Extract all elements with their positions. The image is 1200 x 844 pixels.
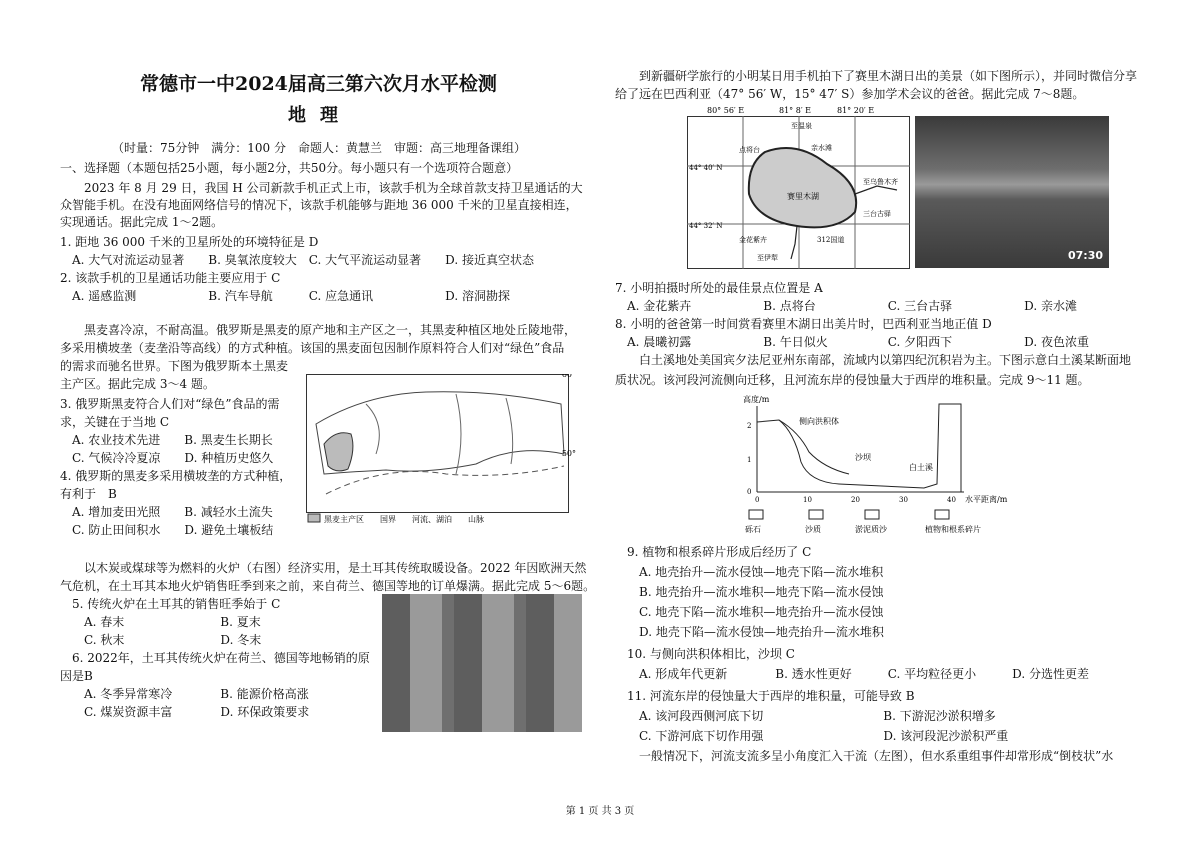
text-line: 众智能手机。在没有地面网络信号的情况下，该款手机能够与距地 36 000 千米的卫星直接相连， (60, 198, 578, 212)
question-9: 9. 植物和根系碎片形成后经历了 C (615, 545, 812, 559)
sandbar-label: 沙坝 (855, 453, 871, 462)
options-6b: C. 煤炭资源丰富 D. 环保政策要求 (60, 705, 310, 719)
stream-label: 白土溪 (909, 463, 933, 472)
question-4-cont: 有利于 B (60, 487, 117, 501)
options-3a: A. 农业技术先进 B. 黑麦生长期长 (60, 433, 273, 447)
question-5: 5. 传统火炉在土耳其的销售旺季始于 C (60, 597, 281, 611)
question-3: 3. 俄罗斯黑麦符合人们对“绿色”食品的需 (60, 397, 280, 411)
xtick: 0 (755, 496, 760, 504)
xtick: 40 (947, 496, 956, 504)
option-9a: A. 地壳抬升—流水侵蚀—地壳下陷—流水堆积 (615, 565, 884, 579)
question-8: 8. 小明的爸爸第一时间赏看赛里木湖日出美片时，巴西利亚当地正值 D (615, 317, 992, 331)
question-3-cont: 求，关键在于当地 C (60, 415, 169, 429)
map-legend: 黑麦主产区 国界 河流、湖泊 山脉 (324, 515, 484, 524)
text-line: 多采用横坡垄（麦垄沿等高线）的方式种植。该国的黑麦面包因制作原料符合人们对“绿色”食品 (60, 341, 565, 355)
options-5b: C. 秋末 D. 冬末 (60, 633, 262, 647)
question-1: 1. 距地 36 000 千米的卫星所处的环境特征是 D (60, 235, 319, 249)
xtick: 20 (851, 496, 860, 504)
place-label: 亲水滩 (811, 144, 832, 152)
question-6-cont: 因是B (60, 669, 93, 683)
stove-photo (382, 594, 582, 732)
lon-label: 81° 20′ E (837, 106, 875, 115)
text-line: 一般情况下，河流支流多呈小角度汇入干流（左图），但水系重组事件却常形成“倒枝状”水 (615, 749, 1114, 763)
sunrise-photo (915, 116, 1109, 268)
text-line: 主产区。据此完成 3～4 题。 (60, 377, 215, 391)
xtick: 10 (803, 496, 812, 504)
legend-sand: 沙质 (805, 525, 821, 534)
place-label: 至乌鲁木齐 (863, 178, 898, 186)
place-label: 金花紫卉 (739, 236, 767, 244)
options-11b: C. 下游河底下切作用强 D. 该河段泥沙淤积严重 (615, 729, 1009, 743)
options-11a: A. 该河段西侧河底下切 B. 下游泥沙淤积增多 (615, 709, 996, 723)
question-11: 11. 河流东岸的侵蚀量大于西岸的堆积量，可能导致 B (615, 689, 915, 703)
subject-title: 地理 (288, 105, 352, 126)
legend-gravel: 砾石 (745, 525, 761, 534)
text-line: 的需求而驰名世界。下图为俄罗斯本土黑麦 (60, 359, 289, 373)
geologic-section (739, 392, 1041, 540)
section-ylabel: 高度/m (743, 395, 770, 404)
place-label: 至伊犁 (757, 254, 778, 262)
question-10: 10. 与侧向洪积体相比，沙坝 C (615, 647, 795, 661)
question-7: 7. 小明拍摄时所处的最佳景点位置是 A (615, 281, 823, 295)
text-line: 以木炭或煤球等为燃料的火炉（右图）经济实用，是土耳其传统取暖设备。2022 年因欧洲天然 (60, 561, 587, 575)
text-line: 黑麦喜冷凉，不耐高温。俄罗斯是黑麦的原产地和主产区之一，其黑麦种植区地处丘陵地带， (60, 323, 577, 337)
question-2: 2. 该款手机的卫星通话功能主要应用于 C (60, 271, 281, 285)
legend-plant-debris: 植物和根系碎片 (925, 525, 981, 534)
options-1: A. 大气对流运动显著 B. 臭氧浓度较大 C. 大气平流运动显著 D. 接近真空状态 (60, 253, 534, 267)
place-label: 三台古驿 (863, 210, 891, 218)
option-9c: C. 地壳下陷—流水堆积—地壳抬升—流水侵蚀 (615, 605, 884, 619)
options-4a: A. 增加麦田光照 B. 减轻水土流失 (60, 505, 273, 519)
question-6: 6. 2022年，土耳其传统火炉在荷兰、德国等地畅销的原 (60, 651, 370, 665)
legend-silty-sand: 淤泥质沙 (855, 525, 887, 534)
page-title: 常德市一中2024届高三第六次月水平检测 (140, 73, 497, 95)
options-7: A. 金花紫卉 B. 点将台 C. 三台古驿 D. 亲水滩 (615, 299, 1077, 313)
text-line: 一、选择题（本题包括25小题，每小题2分，共50分。每小题只有一个选项符合题意） (60, 161, 519, 175)
options-2: A. 遥感监测 B. 汽车导航 C. 应急通讯 D. 溶洞勘探 (60, 289, 510, 303)
option-9d: D. 地壳下陷—流水侵蚀—地壳抬升—流水堆积 (615, 625, 884, 639)
lat-50-label: 50° (561, 449, 576, 458)
place-label: 点将台 (739, 146, 760, 154)
lat-label: 44° 32′ N (689, 222, 723, 230)
exam-meta: （时量：75分钟 满分：100 分 命题人：黄慧兰 审题：高三地理备课组） (112, 141, 526, 155)
xtick: 30 (899, 496, 908, 504)
text-line: 给了远在巴西利亚（47° 56′ W，15° 47′ S）参加学术会议的爸爸。据此完成 7～8题。 (615, 87, 1085, 101)
page-footer: 第 1 页 共 3 页 (565, 806, 635, 817)
options-8: A. 晨曦初露 B. 午日似火 C. 夕阳西下 D. 夜色浓重 (615, 335, 1089, 349)
options-3b: C. 气候冷冷夏凉 D. 种植历史悠久 (60, 451, 274, 465)
russia-map (306, 374, 586, 534)
lat-label: 44° 40′ N (689, 164, 723, 172)
place-label: 至温泉 (791, 122, 812, 130)
text-line: 气危机，在土耳其本地火炉销售旺季到来之前，来自荷兰、德国等地的订单爆满。据此完成 5～6题。 (60, 579, 596, 593)
options-10: A. 形成年代更新 B. 透水性更好 C. 平均粒径更小 D. 分选性更差 (615, 667, 1089, 681)
ytick: 2 (747, 422, 752, 430)
lon-label: 80° 56′ E (707, 106, 745, 115)
question-4: 4. 俄罗斯的黑麦多采用横坡垄的方式种植， (60, 469, 292, 483)
option-9b: B. 地壳抬升—流水堆积—地壳下陷—流水侵蚀 (615, 585, 884, 599)
text-line: 实现通话。据此完成 1～2题。 (60, 215, 224, 229)
text-line: 2023 年 8 月 29 日，我国 H 公司新款手机正式上市，该款手机为全球首款支持卫星通话的大 (60, 181, 583, 195)
lon-label: 81° 8′ E (779, 106, 812, 115)
sayram-lake-map (687, 104, 915, 274)
options-4b: C. 防止田间积水 D. 避免土壤板结 (60, 523, 274, 537)
photo-timestamp: 07:30 (1067, 249, 1103, 262)
ytick: 0 (747, 488, 752, 496)
section-xlabel: 水平距离/m (965, 495, 1008, 504)
options-5a: A. 春末 B. 夏末 (60, 615, 261, 629)
lateral-deposit-label: 侧向洪积体 (799, 417, 839, 426)
place-label: 312国道 (817, 236, 845, 244)
text-line: 白土溪地处美国宾夕法尼亚州东南部，流域内以第四纪沉积岩为主。下图示意白土溪某断面地 (615, 353, 1132, 367)
ytick: 1 (747, 456, 752, 464)
text-line: 到新疆研学旅行的小明某日用手机拍下了赛里木湖日出的美景（如下图所示），并同时微信分享 (615, 69, 1138, 83)
text-line: 质状况。该河段河流侧向迁移，且河流东岸的侵蚀量大于西岸的堆积量。完成 9～11 题。 (615, 373, 1090, 387)
options-6a: A. 冬季异常寒冷 B. 能源价格高涨 (60, 687, 309, 701)
lake-name: 赛里木湖 (787, 192, 819, 201)
lat-60-label: 60° (561, 374, 576, 379)
